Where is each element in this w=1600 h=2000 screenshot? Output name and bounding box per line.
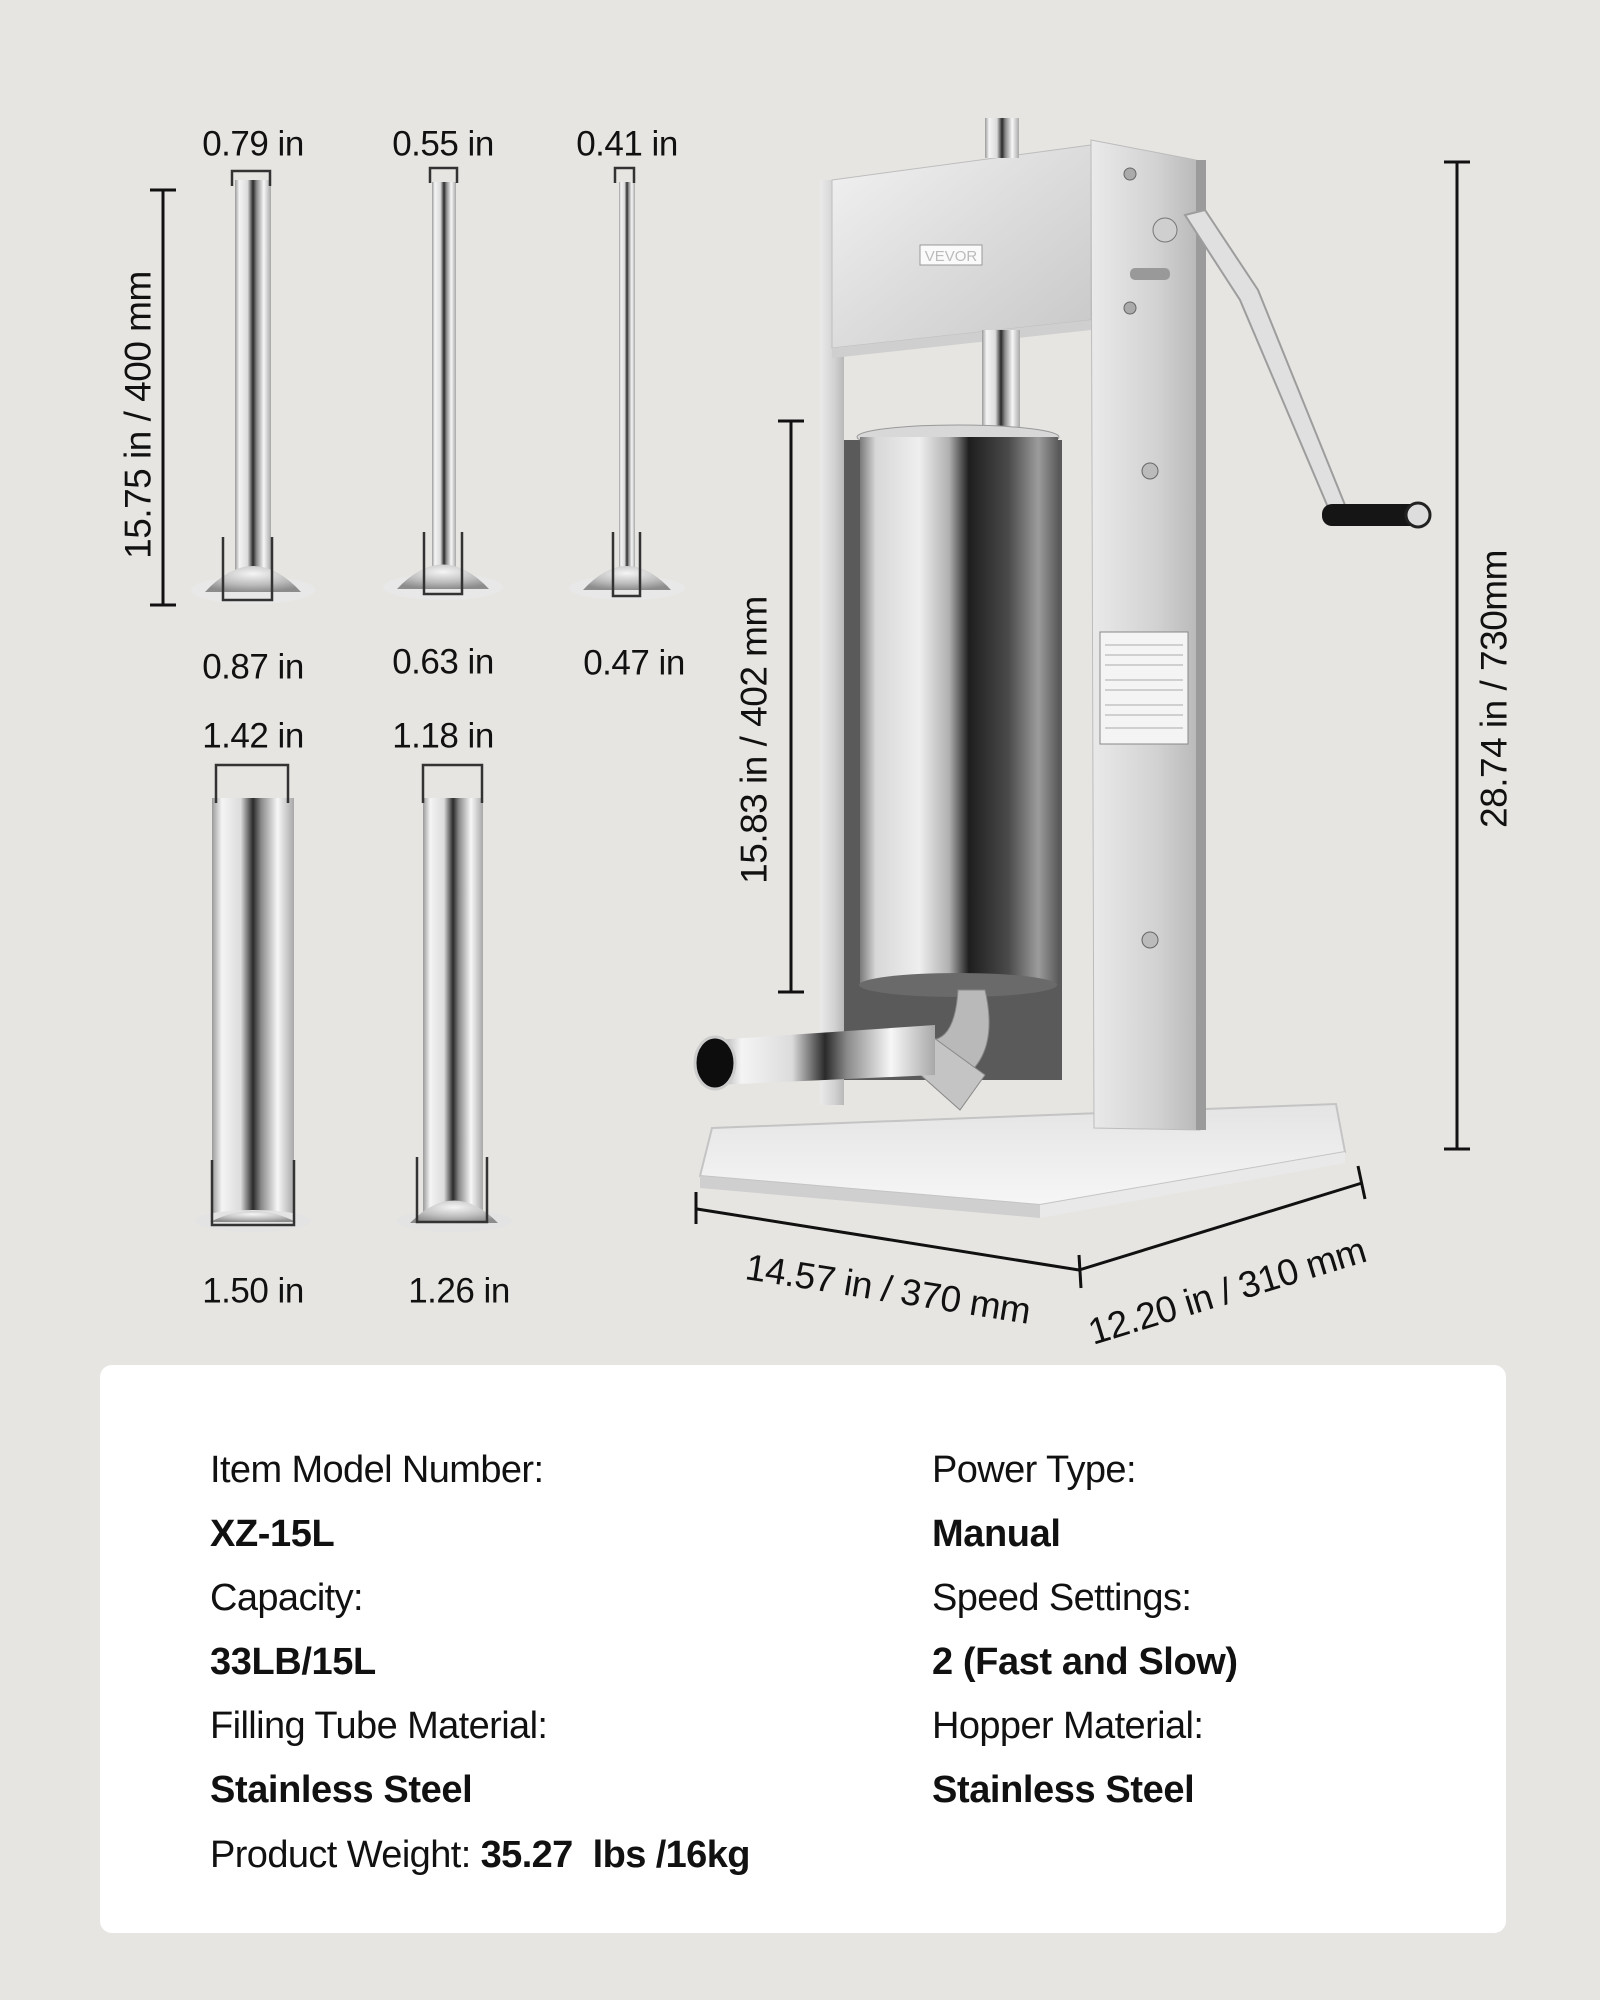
spec-value-power-type: Manual bbox=[932, 1513, 1061, 1555]
spec-value-tube-material: Stainless Steel bbox=[210, 1769, 473, 1811]
tube-5-base-diameter: 1.26 in bbox=[408, 1271, 510, 1311]
hopper-height-dimension-line bbox=[778, 421, 804, 992]
spec-product-weight bbox=[210, 1836, 750, 1874]
spec-value-capacity: 33LB/15L bbox=[210, 1641, 376, 1683]
tube-3-top-diameter: 0.41 in bbox=[576, 124, 678, 164]
tube-2-base-diameter: 0.63 in bbox=[392, 642, 494, 682]
tube-4-top-diameter: 1.42 in bbox=[202, 716, 304, 756]
spec-value-model: XZ-15L bbox=[210, 1513, 335, 1555]
filling-tube-3 bbox=[569, 182, 685, 600]
tube-1-top-diameter: 0.79 in bbox=[202, 124, 304, 164]
filling-tube-2 bbox=[383, 182, 503, 600]
tube-2-top-diameter: 0.55 in bbox=[392, 124, 494, 164]
tube-3-base-diameter: 0.47 in bbox=[583, 643, 685, 683]
tube-4-base-diameter: 1.50 in bbox=[202, 1271, 304, 1311]
base-width-label: 14.57 in / 370 mm bbox=[742, 1246, 1034, 1332]
spec-label-model: Item Model Number: bbox=[210, 1449, 544, 1491]
spec-value-speed-settings: 2 (Fast and Slow) bbox=[932, 1641, 1238, 1683]
spec-label-speed-settings: Speed Settings: bbox=[932, 1577, 1192, 1619]
spec-label-capacity: Capacity: bbox=[210, 1577, 364, 1619]
spec-label-hopper-material: Hopper Material: bbox=[932, 1705, 1204, 1747]
diameter-brackets-small bbox=[223, 168, 640, 600]
hopper-height-label: 15.83 in / 402 mm bbox=[733, 596, 775, 884]
tube-length-label: 15.75 in / 400 mm bbox=[117, 271, 159, 559]
total-height-dimension-line bbox=[1444, 162, 1470, 1149]
filling-tube-1 bbox=[191, 180, 315, 604]
spec-label-tube-material: Filling Tube Material: bbox=[210, 1705, 548, 1747]
spec-value-weight: 35.27 lbs /16kg bbox=[480, 1834, 750, 1876]
spec-label-power-type: Power Type: bbox=[932, 1449, 1136, 1491]
sausage-stuffer-machine bbox=[695, 118, 1430, 1218]
filling-tube-5 bbox=[396, 798, 512, 1232]
base-depth-label: 12.20 in / 310 mm bbox=[1083, 1229, 1371, 1353]
caution-sticker bbox=[1100, 632, 1188, 744]
brand-logo: VEVOR bbox=[924, 248, 978, 265]
tube-5-top-diameter: 1.18 in bbox=[392, 716, 494, 756]
spec-label-weight: Product Weight: bbox=[210, 1834, 481, 1876]
total-height-label: 28.74 in / 730mm bbox=[1473, 550, 1515, 828]
spec-value-hopper-material: Stainless Steel bbox=[932, 1769, 1195, 1811]
tube-1-base-diameter: 0.87 in bbox=[202, 647, 304, 687]
